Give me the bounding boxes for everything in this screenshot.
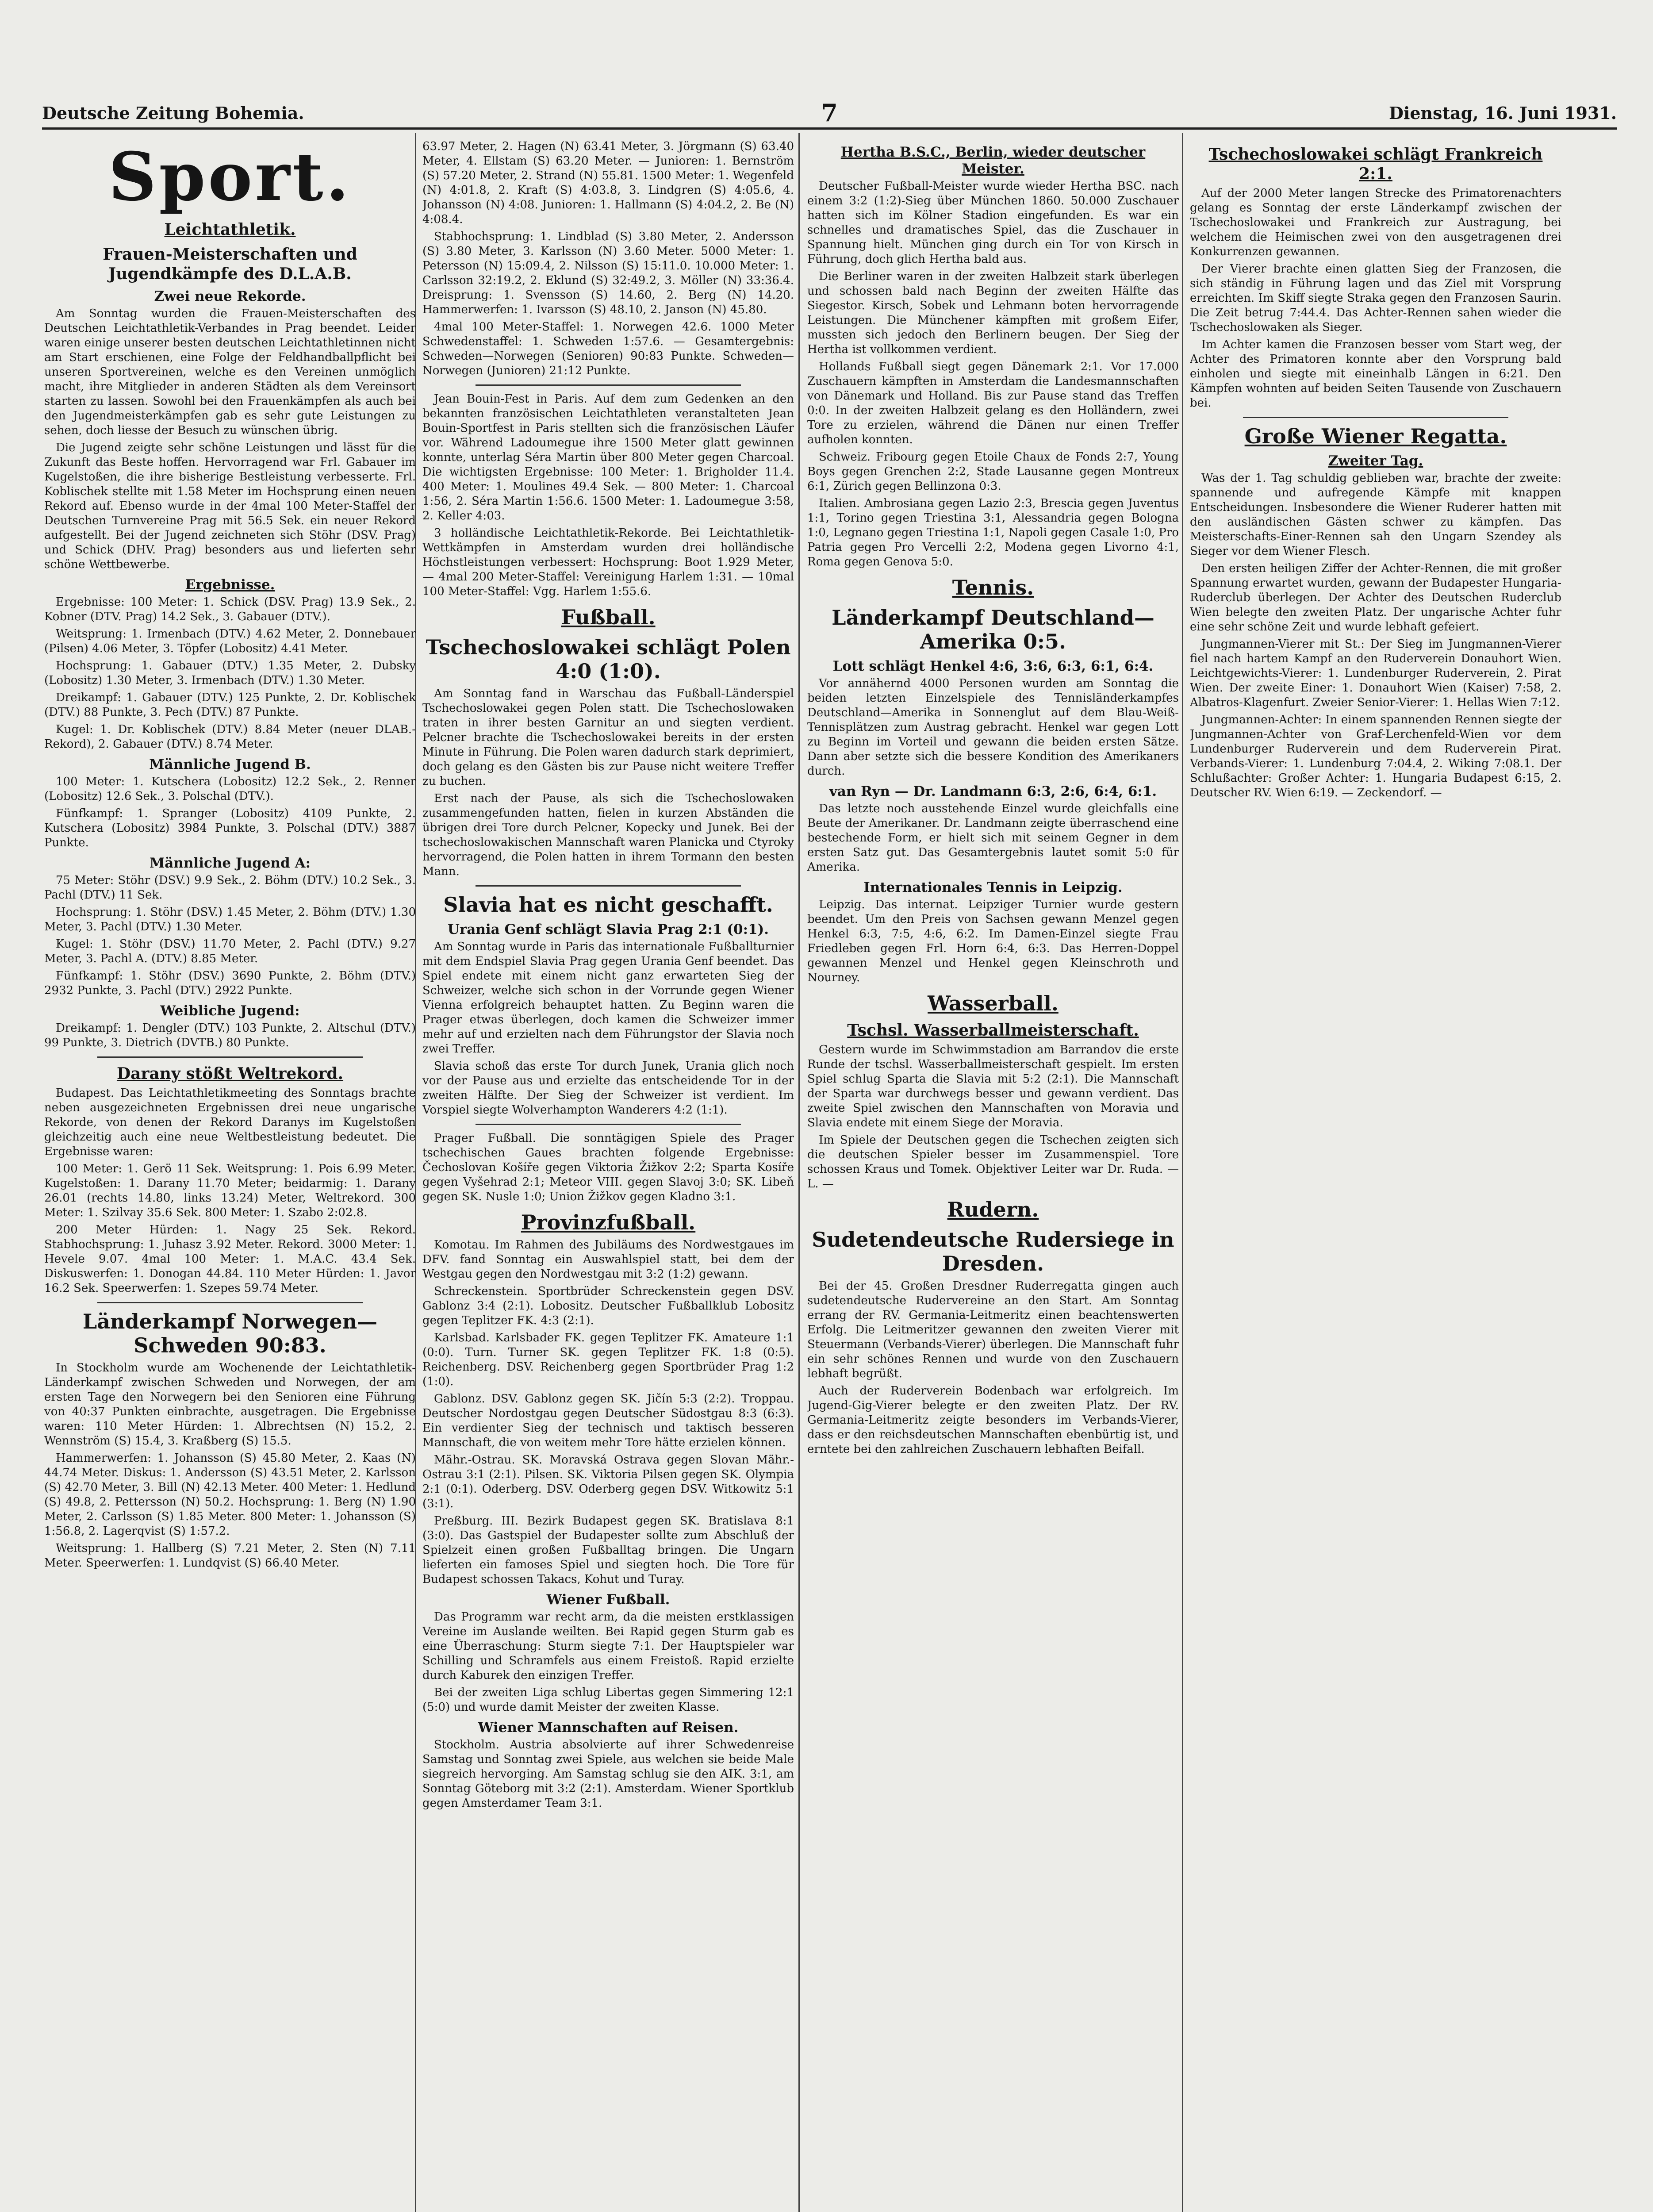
article-headline: Wiener Mannschaften auf Reisen. bbox=[478, 1720, 739, 1736]
column-1 bbox=[44, 139, 416, 2212]
article-paragraph: Leipzig. Das internat. Leipziger Turnier wurde gestern beendet. Um den Preis von Sachsen gewann Menzel gegen Henkel 6:3, 7:5, 4:6, 6:2. Im Damen-Einzel siegte Frau Friedleben gegen Frl. Horn 6:4, 6:3. Das Herren-Doppel gewannen Menzel und Henkel gegen Kleinschroth und Nourney. bbox=[807, 898, 1179, 984]
article-paragraph: Das Programm war recht arm, da die meisten erstklassigen Vereine im Auslande weilten. Bei Rapid gegen Sturm gab es eine Überraschung: Sturm siegte 7:1. Der Hauptspieler war Schilling und Schramfels aus einem Freistoß. Rapid erzielte durch Kaburek den einzigen Treffer. bbox=[422, 1610, 794, 1682]
results-heading: Ergebnisse. bbox=[185, 577, 275, 593]
masthead bbox=[42, 100, 1617, 126]
rubric-leichtathletik: Leichtathletik. bbox=[164, 220, 296, 239]
article-paragraph: 100 Meter: 1. Gerö 11 Sek. Weitsprung: 1. Pois 6.99 Meter. Kugelstoßen: 1. Darany 11.70 Meter; beidarmig: 1. Darany 26.01 (rechts 14.80, links 13.24) Meter, Weltrekord. 300 Meter: 1. Szilvay 35.6 Sek. 800 Meter: 1. Szabo 2:02.8. bbox=[44, 1162, 416, 1219]
article-subheadline: Lott schlägt Henkel 4:6, 3:6, 6:3, 6:1, 6:4. bbox=[832, 658, 1154, 674]
rubric-tennis: Tennis. bbox=[952, 576, 1034, 599]
article-headline: Provinzfußball. bbox=[521, 1210, 696, 1234]
results-paragraph: Hochsprung: 1. Stöhr (DSV.) 1.45 Meter, 2. Böhm (DTV.) 1.30 Meter, 3. Pachl (DTV.) 1.30 Meter. bbox=[44, 906, 416, 933]
results-subheading: Männliche Jugend A: bbox=[149, 855, 311, 871]
article-subheadline: van Ryn — Dr. Landmann 6:3, 2:6, 6:4, 6:1. bbox=[829, 783, 1157, 799]
newspaper-name: Deutsche Zeitung Bohemia. bbox=[42, 103, 304, 123]
article-paragraph: Gablonz. DSV. Gablonz gegen SK. Jičín 5:3 (2:2). Troppau. Deutscher Nordostgau gegen Deutscher Südostgau 8:3 (6:3). Ein verdienter Sieg der technisch und taktisch besseren Mannschaft, die von weitem mehr Tore hätte erzielen können. bbox=[422, 1392, 794, 1449]
article-headline: Slavia hat es nicht geschafft. bbox=[443, 893, 773, 917]
results-paragraph: Hochsprung: 1. Gabauer (DTV.) 1.35 Meter, 2. Dubsky (Lobositz) 1.30 Meter, 3. Irmenbach (DTV.) 1.30 Meter. bbox=[44, 659, 416, 687]
results-paragraph: Fünfkampf: 1. Stöhr (DSV.) 3690 Punkte, 2. Böhm (DTV.) 2932 Punkte, 3. Pachl (DTV.) 2922 Punkte. bbox=[44, 969, 416, 997]
article-paragraph: Im Achter kamen die Franzosen besser vom Start weg, der Achter des Primatoren konnte aber den Vorsprung bald einholen und siegte mit eineinhalb Längen in 6:21. Den Kämpfen wohnten auf beiden Seiten Tausende von Zuschauern bei. bbox=[1190, 338, 1561, 410]
article-subheadline: Urania Genf schlägt Slavia Prag 2:1 (0:1). bbox=[447, 922, 769, 937]
article-paragraph: Weitsprung: 1. Hallberg (S) 7.21 Meter, 2. Sten (N) 7.11 Meter. Speerwerfen: 1. Lundqvist (S) 66.40 Meter. bbox=[44, 1542, 416, 1570]
results-paragraph: Fünfkampf: 1. Spranger (Lobositz) 4109 Punkte, 2. Kutschera (Lobositz) 3984 Punkte, 3. Polschal (DTV.) 3887 Punkte. bbox=[44, 807, 416, 849]
article-paragraph: Vor annähernd 4000 Personen wurden am Sonntag die beiden letzten Einzelspiele des Tennisländerkampfes Deutschland—Amerika in Sonnenglut auf dem Blau-Weiß-Tennisplätzen zum Austrag gebracht. Henkel war gegen Lott zu Beginn im Vorteil und gewann die beiden ersten Sätze. Dann aber setzte sich die bessere Kondition des Amerikaners durch. bbox=[807, 677, 1179, 778]
article-paragraph: Schreckenstein. Sportbrüder Schreckenstein gegen DSV. Gablonz 3:4 (2:1). Lobositz. Deutscher Fußballklub Lobositz gegen Teplitzer FK. 4:3 (2:1). bbox=[422, 1285, 794, 1327]
article-paragraph: Karlsbad. Karlsbader FK. gegen Teplitzer FK. Amateure 1:1 (0:0). Turn. Turner SK. gegen Teplitzer FK. 1:8 (0:5). Reichenberg. DSV. Reichenberg gegen Sportbrüder Prag 1:2 (1:0). bbox=[422, 1331, 794, 1388]
article-paragraph: Auf der 2000 Meter langen Strecke des Primatorenachters gelang es Sonntag der erste Länderkampf zwischen der Tschechoslowakei und Frankreich zur Austragung, bei welchem die Heimischen zwei von den ausgetragenen drei Konkurrenzen gewannen. bbox=[1190, 187, 1561, 258]
results-subheading: Männliche Jugend B. bbox=[149, 757, 311, 772]
article-paragraph: Jungmannen-Vierer mit St.: Der Sieg im Jungmannen-Vierer fiel nach hartem Kampf an den Ruderverein Donauhort Wien. Leichtgewichts-Vierer: 1. Lundenburger Ruderverein, 2. Pirat Wien. Der zweite Einer: 1. Donauhort Wien (Kaiser) 7:58, 2. Albatros-Klagenfurt. Zweier Senior-Vierer: 1. Hellas Wien 7:12. bbox=[1190, 637, 1561, 709]
article-paragraph: Den ersten heiligen Ziffer der Achter-Rennen, die mit großer Spannung erwartet wurden, gewann der Budapester Hungaria-Ruderclub überlegen. Der Achter des Deutschen Ruderclub Wien belegte den zweiten Platz. Der ungarische Achter fuhr eine sehr schöne Zeit und wurde lebhaft gefeiert. bbox=[1190, 562, 1561, 634]
separator bbox=[476, 885, 741, 887]
article-subheadline: Zwei neue Rekorde. bbox=[154, 288, 306, 304]
article-paragraph: Das letzte noch ausstehende Einzel wurde gleichfalls eine Beute der Amerikaner. Dr. Landmann zeigte überraschend eine bestechende Form, er hielt sich mit seinem Gegner in dem ersten Satz gut. Das Gesamtergebnis lautet somit 5:0 für Amerika. bbox=[807, 802, 1179, 874]
rubric-fussball: Fußball. bbox=[561, 605, 656, 629]
article-paragraph: Am Sonntag wurde in Paris das internationale Fußballturnier mit dem Endspiel Slavia Prag gegen Urania Genf beendet. Das Spiel endete mit einem nicht ganz erwarteten Sieg der Schweizer, welche sich schon in der Vorrunde gegen Wiener Vienna erfolgreich behauptet hatten. Zu Beginn waren die Prager etwas überlegen, doch kamen die Schweizer immer mehr auf und erzielten nach dem Führungstor der Slavia noch zwei Treffer. bbox=[422, 940, 794, 1056]
issue-date: Dienstag, 16. Juni 1931. bbox=[1388, 103, 1617, 123]
masthead-rule bbox=[42, 127, 1617, 130]
article-headline: Tschsl. Wasserballmeisterschaft. bbox=[847, 1021, 1139, 1040]
article-paragraph: Jean Bouin-Fest in Paris. Auf dem zum Gedenken an den bekannten französischen Leichtathleten veranstalteten Jean Bouin-Sportfest in Paris stellten sich die französischen Läufer vor. Während Ladoumegue ihre 1500 Meter glatt gewinnen konnte, unterlag Séra Martin über 800 Meter gegen Charcoal. Die wichtigsten Ergebnisse: 100 Meter: 1. Brigholder 11.4. 400 Meter: 1. Moulines 49.4 Sek. — 800 Meter: 1. Charcoal 1:56, 2. Séra Martin 1:56.6. 1500 Meter: 1. Ladoumegue 3:58, 2. Keller 4:03. bbox=[422, 392, 794, 522]
article-paragraph: Der Vierer brachte einen glatten Sieg der Franzosen, die sich ständig in Führung lagen und das Ziel mit Vorsprung erreichten. Im Skiff siegte Straka gegen den Franzosen Saurin. Die Zeit betrug 7:44.4. Das Achter-Rennen sahen wieder die Tschechoslowaken als Sieger. bbox=[1190, 262, 1561, 334]
article-paragraph: Jungmannen-Achter: In einem spannenden Rennen siegte der Jungmannen-Achter von Graf-Lerchenfeld-Wien vor dem Lundenburger Ruderverein und dem Ruderverein Pirat. Verbands-Vierer: 1. Lundenburg 7:04.4, 2. Wiking 7:08.1. Der Schlußachter: Großer Achter: 1. Hungaria Budapest 6:15, 2. Deutscher RV. Wien 6:19. — Zeckendorf. — bbox=[1190, 713, 1561, 799]
article-headline: Länderkampf Norwegen—Schweden 90:83. bbox=[82, 1310, 378, 1357]
article-paragraph: Slavia schoß das erste Tor durch Junek, Urania glich noch vor der Pause aus und erzielte das entscheidende Tor in der zweiten Hälfte. Der Sieg der Schweizer ist verdient. Im Vorspiel siegte Wolverhampton Wanderers 4:2 (1:1). bbox=[422, 1060, 794, 1117]
article-paragraph: Die Jugend zeigte sehr schöne Leistungen und lässt für die Zukunft das Beste hoffen. Hervorragend war Frl. Gabauer im Kugelstoßen, die ihre bisherige Bestleistung verbesserte. Frl. Koblischek stellte mit 1.58 Meter im Hochsprung einen neuen Rekord auf. Ebenso wurde in der 4mal 100 Meter-Staffel der Deutschen Turnvereine Prag mit 56.5 Sek. ein neuer Rekord aufgestellt. Bei der Jugend zeichneten sich Stöhr (DSV. Prag) und Schick (DHV. Prag) besonders aus und lieferten sehr schöne Wettbewerbe. bbox=[44, 441, 416, 571]
article-paragraph: Bei der 45. Großen Dresdner Ruderregatta gingen auch sudetendeutsche Rudervereine an den Start. Am Sonntag errang der RV. Germania-Leitmeritz einen beachtenswerten Erfolg. Die Leitmeritzer gewannen den zweiten Vierer mit Steuermann (Verbands-Vierer) überlegen. Die Mannschaft fuhr ein sehr schönes Rennen und wurde von den Zuschauern lebhaft begrüßt. bbox=[807, 1279, 1179, 1380]
separator bbox=[476, 384, 741, 386]
article-headline: Internationales Tennis in Leipzig. bbox=[863, 879, 1123, 895]
section-title-sport: Sport. bbox=[108, 139, 352, 216]
results-subheading: Weibliche Jugend: bbox=[160, 1003, 300, 1019]
article-paragraph: Prager Fußball. Die sonntägigen Spiele des Prager tschechischen Gaues brachten folgende Ergebnisse: Čechoslovan Košíře gegen Viktoria Žižkov 2:2; Sparta Kosíře gegen Vyšehrad 2:1; Meteor VIII. gegen Slavoj 3:0; SK. Libeň gegen SK. Nusle 1:0; Union Žižkov gegen Kladno 3:1. bbox=[422, 1132, 794, 1203]
separator bbox=[1243, 417, 1508, 418]
article-headline: Frauen-Meisterschaften und Jugendkämpfe des D.L.A.B. bbox=[103, 245, 357, 283]
results-paragraph: Dreikampf: 1. Gabauer (DTV.) 125 Punkte, 2. Dr. Koblischek (DTV.) 88 Punkte, 3. Pech (DTV.) 87 Punkte. bbox=[44, 691, 416, 719]
article-headline: Hertha B.S.C., Berlin, wieder deutscher Meister. bbox=[840, 144, 1146, 177]
article-paragraph: Am Sonntag wurden die Frauen-Meisterschaften des Deutschen Leichtathletik-Verbandes in Prag beendet. Leider waren einige unserer besten deutschen Leichtathletinnen nicht am Start erschienen, eine Folge der Feldhandballpflicht bei unseren Sportvereinen, welche es den Vereinen unmöglich macht, ihre Mitglieder in anderen Städten als dem Vereinsort starten zu lassen. Sowohl bei den Frauenkämpfen als auch bei den Jugendmeisterkämpfen gab es sehr gute Leistungen zu sehen, doch liesse der Besuch zu wünschen übrig. bbox=[44, 307, 416, 437]
article-headline: Darany stößt Weltrekord. bbox=[116, 1064, 344, 1083]
article-paragraph: Schweiz. Fribourg gegen Etoile Chaux de Fonds 2:7, Young Boys gegen Grenchen 2:2, Stade Lausanne gegen Montreux 6:1, Zürich gegen Bellinzona 0:3. bbox=[807, 450, 1179, 493]
article-paragraph: Gestern wurde im Schwimmstadion am Barrandov die erste Runde der tschsl. Wasserballmeisterschaft gespielt. Im ersten Spiel schlug Sparta die Slavia mit 5:2 (2:1). Die Mannschaft der Sparta war durchwegs besser und gewann verdient. Das zweite Spiel zwischen den Mannschaften von Moravia und Slavia endete mit einem Siege der Moravia. bbox=[807, 1043, 1179, 1129]
rubric-rudern: Rudern. bbox=[947, 1198, 1039, 1221]
article-paragraph: 200 Meter Hürden: 1. Nagy 25 Sek. Rekord. Stabhochsprung: 1. Juhasz 3.92 Meter. Rekord. 3000 Meter: 1. Hevele 9.07. 4mal 100 Meter: 1. M.A.C. 43.4 Sek. Diskuswerfen: 1. Donogan 44.84. 110 Meter Hürden: 1. Javor 16.2 Sek. Speerwerfen: 1. Szepes 59.74 Meter. bbox=[44, 1223, 416, 1295]
article-paragraph: Was der 1. Tag schuldig geblieben war, brachte der zweite: spannende und aufregende Kämpfe mit knappen Entscheidungen. Insbesondere die Wiener Ruderer hatten mit den ausländischen Gästen schwer zu kämpfen. Das Meisterschafts-Einer-Rennen sah den Ungarn Szendey als Sieger vor dem Wiener Flesch. bbox=[1190, 472, 1561, 558]
separator bbox=[97, 1302, 363, 1303]
article-paragraph: 3 holländische Leichtathletik-Rekorde. Bei Leichtathletik-Wettkämpfen in Amsterdam wurden drei holländische Höchstleistungen verbessert: Hochsprung: Boot 1.929 Meter, — 4mal 200 Meter-Staffel: Vereinigung Harlem 1:31. — 10mal 100 Meter-Staffel: Vgg. Harlem 1:55.6. bbox=[422, 526, 794, 598]
results-paragraph: Dreikampf: 1. Dengler (DTV.) 103 Punkte, 2. Altschul (DTV.) 99 Punkte, 3. Dietrich (DVTB.) 80 Punkte. bbox=[44, 1022, 416, 1049]
article-headline: Tschechoslowakei schlägt Frankreich 2:1. bbox=[1208, 145, 1543, 183]
article-paragraph: Auch der Ruderverein Bodenbach war erfolgreich. Im Jugend-Gig-Vierer belegte er den zweiten Platz. Der RV. Germania-Leitmeritz zeigte besonders im Verbands-Vierer, dass er den reichsdeutschen Mannschaften ebenbürtig ist, und erntete bei den zahlreichen Zuschauern lebhaften Beifall. bbox=[807, 1384, 1179, 1456]
article-headline: Tschechoslowakei schlägt Polen 4:0 (1:0). bbox=[426, 635, 791, 683]
article-paragraph: Im Spiele der Deutschen gegen die Tschechen zeigten sich die deutschen Spieler besser im Zusammenspiel. Tore schossen Kraus und Tomek. Objektiver Leiter war Dr. Ruda. — L. — bbox=[807, 1133, 1179, 1190]
article-paragraph: Bei der zweiten Liga schlug Libertas gegen Simmering 12:1 (5:0) und wurde damit Meister der zweiten Klasse. bbox=[422, 1686, 794, 1714]
article-paragraph: Preßburg. III. Bezirk Budapest gegen SK. Bratislava 8:1 (3:0). Das Gastspiel der Budapester sollte zum Abschluß der Spielzeit einen großen Fußballtag bringen. Die Ungarn lieferten ein famoses Spiel und siegten hoch. Die Tore für Budapest schossen Takacs, Kohut und Turay. bbox=[422, 1514, 794, 1586]
article-paragraph: Am Sonntag fand in Warschau das Fußball-Länderspiel Tschechoslowakei gegen Polen statt. Die Tschechoslowaken traten in ihrer besten Garnitur an und siegten verdient. Pelcner brachte die Tschechoslowakei bereits in der ersten Minute in Führung. Die Polen waren dadurch stark deprimiert, doch gelang es den Gästen bis zur Pause nicht weitere Treffer zu buchen. bbox=[422, 687, 794, 788]
article-paragraph: 4mal 100 Meter-Staffel: 1. Norwegen 42.6. 1000 Meter Schwedenstaffel: 1. Schweden 1:57.6. — Gesamtergebnis: Schweden—Norwegen (Senioren) 90:83 Punkte. Schweden—Norwegen (Junioren) 21:12 Punkte. bbox=[422, 320, 794, 377]
article-paragraph: 63.97 Meter, 2. Hagen (N) 63.41 Meter, 3. Jörgmann (S) 63.40 Meter, 4. Ellstam (S) 63.20 Meter. — Junioren: 1. Bernström (S) 57.20 Meter, 2. Strand (N) 55.81. 1500 Meter: 1. Wegenfeld (N) 4:01.8, 2. Kraft (S) 4:03.8, 3. Lindgren (S) 4:05.6, 4. Johansson (N) 4:08. Junioren: 1. Hallmann (S) 4:04.2, 2. Be (N) 4:08.4. bbox=[422, 140, 794, 226]
column-divider bbox=[1182, 133, 1183, 2212]
article-paragraph: Budapest. Das Leichtathletikmeeting des Sonntags brachte neben ausgezeichneten Ergebnissen drei neue ungarische Rekorde, von denen der Rekord Daranys im Kugelstoßen gleichzeitig auch eine neue Weltbestleistung bedeutet. Die Ergebnisse waren: bbox=[44, 1087, 416, 1158]
article-paragraph: Mähr.-Ostrau. SK. Moravská Ostrava gegen Slovan Mähr.-Ostrau 3:1 (2:1). Pilsen. SK. Viktoria Pilsen gegen SK. Olympia 2:1 (0:1). Oderberg. DSV. Oderberg gegen DSV. Witkowitz 5:1 (3:1). bbox=[422, 1453, 794, 1510]
results-paragraph: 75 Meter: Stöhr (DSV.) 9.9 Sek., 2. Böhm (DTV.) 10.2 Sek., 3. Pachl (DTV.) 11 Sek. bbox=[44, 874, 416, 902]
column-2 bbox=[422, 139, 794, 2212]
article-headline: Sudetendeutsche Rudersiege in Dresden. bbox=[812, 1228, 1174, 1275]
article-paragraph: Erst nach der Pause, als sich die Tschechoslowaken zusammengefunden hatten, fielen in kurzen Abständen die übrigen drei Tore durch Pelcner, Kopecky und Junek. Bei der tschechoslowakischen Mannschaft waren Planicka und Ctyroky hervorragend, die Polen hatten in ihrem Tormann den besten Mann. bbox=[422, 792, 794, 878]
article-paragraph: In Stockholm wurde am Wochenende der Leichtathletik-Länderkampf zwischen Schweden und Norwegen, der am ersten Tage den Norwegern bei den Senioren eine Führung von 40:37 Punkten einbrachte, ausgetragen. Die Ergebnisse waren: 110 Meter Hürden: 1. Albrechtsen (N) 15.2, 2. Wennström (S) 15.4, 3. Kraßberg (S) 15.5. bbox=[44, 1361, 416, 1448]
article-headline: Länderkampf Deutschland—Amerika 0:5. bbox=[832, 606, 1154, 653]
rubric-wasserball: Wasserball. bbox=[928, 991, 1059, 1015]
column-4 bbox=[1190, 139, 1561, 2212]
separator bbox=[97, 1056, 363, 1058]
article-paragraph: Die Berliner waren in der zweiten Halbzeit stark überlegen und schossen bald nach Beginn der zweiten Hälfte das Siegestor. Kirsch, Sobek und Lehmann boten hervorragende Leistungen. Die Münchener kämpften mit großem Eifer, mussten sich jedoch den Berlinern beugen. Der Sieg der Hertha ist vollkommen verdient. bbox=[807, 270, 1179, 356]
article-paragraph: Deutscher Fußball-Meister wurde wieder Hertha BSC. nach einem 3:2 (1:2)-Sieg über München 1860. 50.000 Zuschauer hatten sich im Kölner Stadion eingefunden. Es war ein schnelles und dramatisches Spiel, das die Zuschauer in Spannung hielt. München ging durch ein Tor von Kirsch in Führung, doch glich Hertha bald aus. bbox=[807, 180, 1179, 266]
column-3 bbox=[807, 139, 1179, 2212]
article-paragraph: Italien. Ambrosiana gegen Lazio 2:3, Brescia gegen Juventus 1:1, Torino gegen Triestina 3:1, Alessandria gegen Bologna 1:0, Legnano gegen Triestina 1:1, Napoli gegen Casale 1:0, Pro Patria gegen Pro Vercelli 2:2, Modena gegen Livorno 4:1, Roma gegen Genova 5:0. bbox=[807, 497, 1179, 568]
results-paragraph: 100 Meter: 1. Kutschera (Lobositz) 12.2 Sek., 2. Renner (Lobositz) 12.6 Sek., 3. Polschal (DTV.). bbox=[44, 775, 416, 803]
column-divider bbox=[798, 133, 800, 2212]
article-headline: Große Wiener Regatta. bbox=[1244, 424, 1507, 448]
article-paragraph: Stabhochsprung: 1. Lindblad (S) 3.80 Meter, 2. Andersson (S) 3.80 Meter, 3. Karlsson (N) 3.60 Meter. 5000 Meter: 1. Petersson (N) 15:09.4, 2. Nilsson (S) 15:11.0. 10.000 Meter: 1. Carlsson 32:19.2, 2. Eklund (S) 32:49.2, 3. Möller (N) 33:36.4. Dreisprung: 1. Svensson (S) 14.60, 2. Berg (N) 14.20. Hammerwerfen: 1. Ivarsson (S) 48.10, 2. Janson (N) 45.80. bbox=[422, 230, 794, 316]
article-subheadline: Zweiter Tag. bbox=[1328, 453, 1423, 469]
page-number: 7 bbox=[821, 99, 838, 127]
results-paragraph: Ergebnisse: 100 Meter: 1. Schick (DSV. Prag) 13.9 Sek., 2. Kobner (DTV. Prag) 14.2 Sek., 3. Gabauer (DTV.). bbox=[44, 595, 416, 623]
results-paragraph: Weitsprung: 1. Irmenbach (DTV.) 4.62 Meter, 2. Donnebauer (Pilsen) 4.06 Meter, 3. Töpfer (Lobositz) 4.41 Meter. bbox=[44, 627, 416, 655]
article-paragraph: Stockholm. Austria absolvierte auf ihrer Schwedenreise Samstag und Sonntag zwei Spiele, aus welchen sie beide Male siegreich hervorging. Am Samstag schlug sie den AIK. 3:1, am Sonntag Göteborg mit 3:2 (2:1). Amsterdam. Wiener Sportklub gegen Amsterdamer Team 3:1. bbox=[422, 1738, 794, 1810]
article-headline: Wiener Fußball. bbox=[546, 1592, 670, 1608]
separator bbox=[476, 1124, 741, 1125]
article-paragraph: Hammerwerfen: 1. Johansson (S) 45.80 Meter, 2. Kaas (N) 44.74 Meter. Diskus: 1. Andersson (S) 43.51 Meter, 2. Karlsson (S) 42.70 Meter, 3. Bill (N) 42.13 Meter. 400 Meter: 1. Hedlund (S) 49.8, 2. Pettersson (N) 50.2. Hochsprung: 1. Berg (N) 1.90 Meter, 2. Carlsson (S) 1.85 Meter. 800 Meter: 1. Johansson (S) 1:56.8, 2. Lagerqvist (S) 1:57.2. bbox=[44, 1452, 416, 1538]
results-paragraph: Kugel: 1. Stöhr (DSV.) 11.70 Meter, 2. Pachl (DTV.) 9.27 Meter, 3. Pachl A. (DTV.) 8.85 Meter. bbox=[44, 937, 416, 965]
article-paragraph: Komotau. Im Rahmen des Jubiläums des Nordwestgaues im DFV. fand Sonntag ein Auswahlspiel statt, bei dem der Westgau gegen den Nordwestgau mit 3:2 (1:2) gewann. bbox=[422, 1238, 794, 1281]
article-paragraph: Hollands Fußball siegt gegen Dänemark 2:1. Vor 17.000 Zuschauern kämpften in Amsterdam die Landesmannschaften von Dänemark und Holland. Bis zur Pause stand das Treffen 0:0. In der zweiten Halbzeit gelang es den Holländern, zwei Tore zu erzielen, während die Dänen nur einen Treffer aufholen konnten. bbox=[807, 360, 1179, 446]
results-paragraph: Kugel: 1. Dr. Koblischek (DTV.) 8.84 Meter (neuer DLAB.-Rekord), 2. Gabauer (DTV.) 8.74 Meter. bbox=[44, 723, 416, 751]
